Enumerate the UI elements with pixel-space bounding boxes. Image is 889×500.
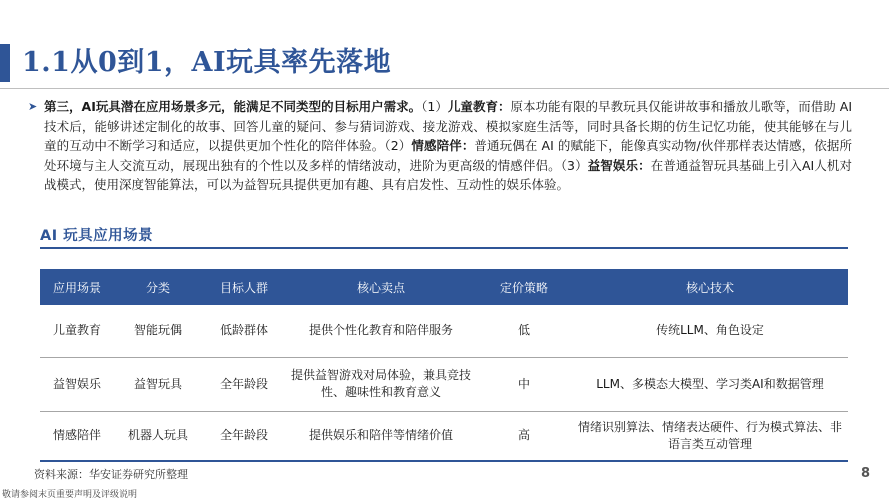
table-row [40, 411, 848, 461]
cell-core-tech: 情绪识别算法、情绪表达硬件、行为模式算法、非语言类互动管理 [572, 411, 848, 461]
scenario-table [40, 269, 848, 462]
point-2-title: 情感陪伴： [411, 138, 475, 153]
table-title-underline [40, 247, 848, 249]
cell-pricing: 中 [476, 357, 572, 411]
body-paragraph [28, 97, 853, 195]
cell-pricing: 低 [476, 305, 572, 357]
point-3-label: （3） [560, 157, 588, 173]
point-1-label: （1） [421, 99, 448, 114]
cell-target-group: 低龄群体 [202, 305, 286, 357]
arrow-bullet-icon: ➤ [28, 100, 38, 113]
point-2-label: （2） [384, 138, 412, 153]
table-header-row [40, 269, 848, 305]
disclaimer-link[interactable]: 敬请参阅末页重要声明及评级说明 [2, 490, 138, 500]
point-3-text: 在普通益智玩具基础上引入AI人机对战模式，使用深度智能算法，可以为益智玩具提供更加有趣、具有启发性、互动性的娱乐体验。 [44, 157, 852, 192]
cell-scenario: 情感陪伴 [40, 411, 114, 461]
cell-selling-point: 提供个性化教育和陪伴服务 [286, 305, 476, 357]
cell-target-group: 全年龄段 [202, 357, 286, 411]
header-core-tech: 核心技术 [572, 269, 848, 305]
intro-statement: 第三，AI玩具潜在应用场景多元，能满足不同类型的目标用户需求。 [44, 99, 422, 114]
cell-category: 机器人玩具 [114, 411, 202, 461]
page-number: 8 [861, 466, 871, 481]
table-title: AI 玩具应用场景 [40, 228, 154, 244]
page-title: 1.1从0到1，AI玩具率先落地 [22, 47, 392, 78]
point-1-text: 原本功能有限的早教玩具仅能讲故事和播放儿歌等，而借助 AI 技术后，能够讲述定制化的故事、回答儿童的疑问、参与猜词游戏、接龙游戏、模拟家庭生活等，同时具备长期的仿生记忆功能，使其能够在与儿童的互动中不断学习和适应，以提供更加个性化的陪伴体验。 [44, 99, 853, 153]
header-target-group: 目标人群 [202, 269, 286, 305]
cell-core-tech: 传统LLM、角色设定 [572, 305, 848, 357]
point-1-title: 儿童教育： [447, 99, 511, 114]
source-note: 资料来源：华安证券研究所整理 [34, 468, 188, 481]
cell-selling-point: 提供益智游戏对局体验，兼具竞技性、趣味性和教育意义 [286, 357, 476, 411]
cell-pricing: 高 [476, 411, 572, 461]
header-pricing: 定价策略 [476, 269, 572, 305]
cell-selling-point: 提供娱乐和陪伴等情绪价值 [286, 411, 476, 461]
cell-scenario: 益智娱乐 [40, 357, 114, 411]
cell-target-group: 全年龄段 [202, 411, 286, 461]
table-row [40, 305, 848, 357]
header-category: 分类 [114, 269, 202, 305]
title-divider [0, 88, 889, 89]
title-accent-bar [0, 44, 10, 82]
header-selling-point: 核心卖点 [286, 269, 476, 305]
cell-core-tech: LLM、多模态大模型、学习类AI和数据管理 [572, 357, 848, 411]
cell-scenario: 儿童教育 [40, 305, 114, 357]
cell-category: 益智玩具 [114, 357, 202, 411]
cell-category: 智能玩偶 [114, 305, 202, 357]
table-row [40, 357, 848, 411]
point-3-title: 益智娱乐： [587, 157, 651, 173]
point-2-text: 普通玩偶在 AI 的赋能下，能像真实动物/伙伴那样表达情感，依据所处环境与主人交流互动，展现出独有的个性以及多样的情绪波动，进阶为更高级的情感伴侣。 [44, 138, 852, 173]
header-scenario: 应用场景 [40, 269, 114, 305]
